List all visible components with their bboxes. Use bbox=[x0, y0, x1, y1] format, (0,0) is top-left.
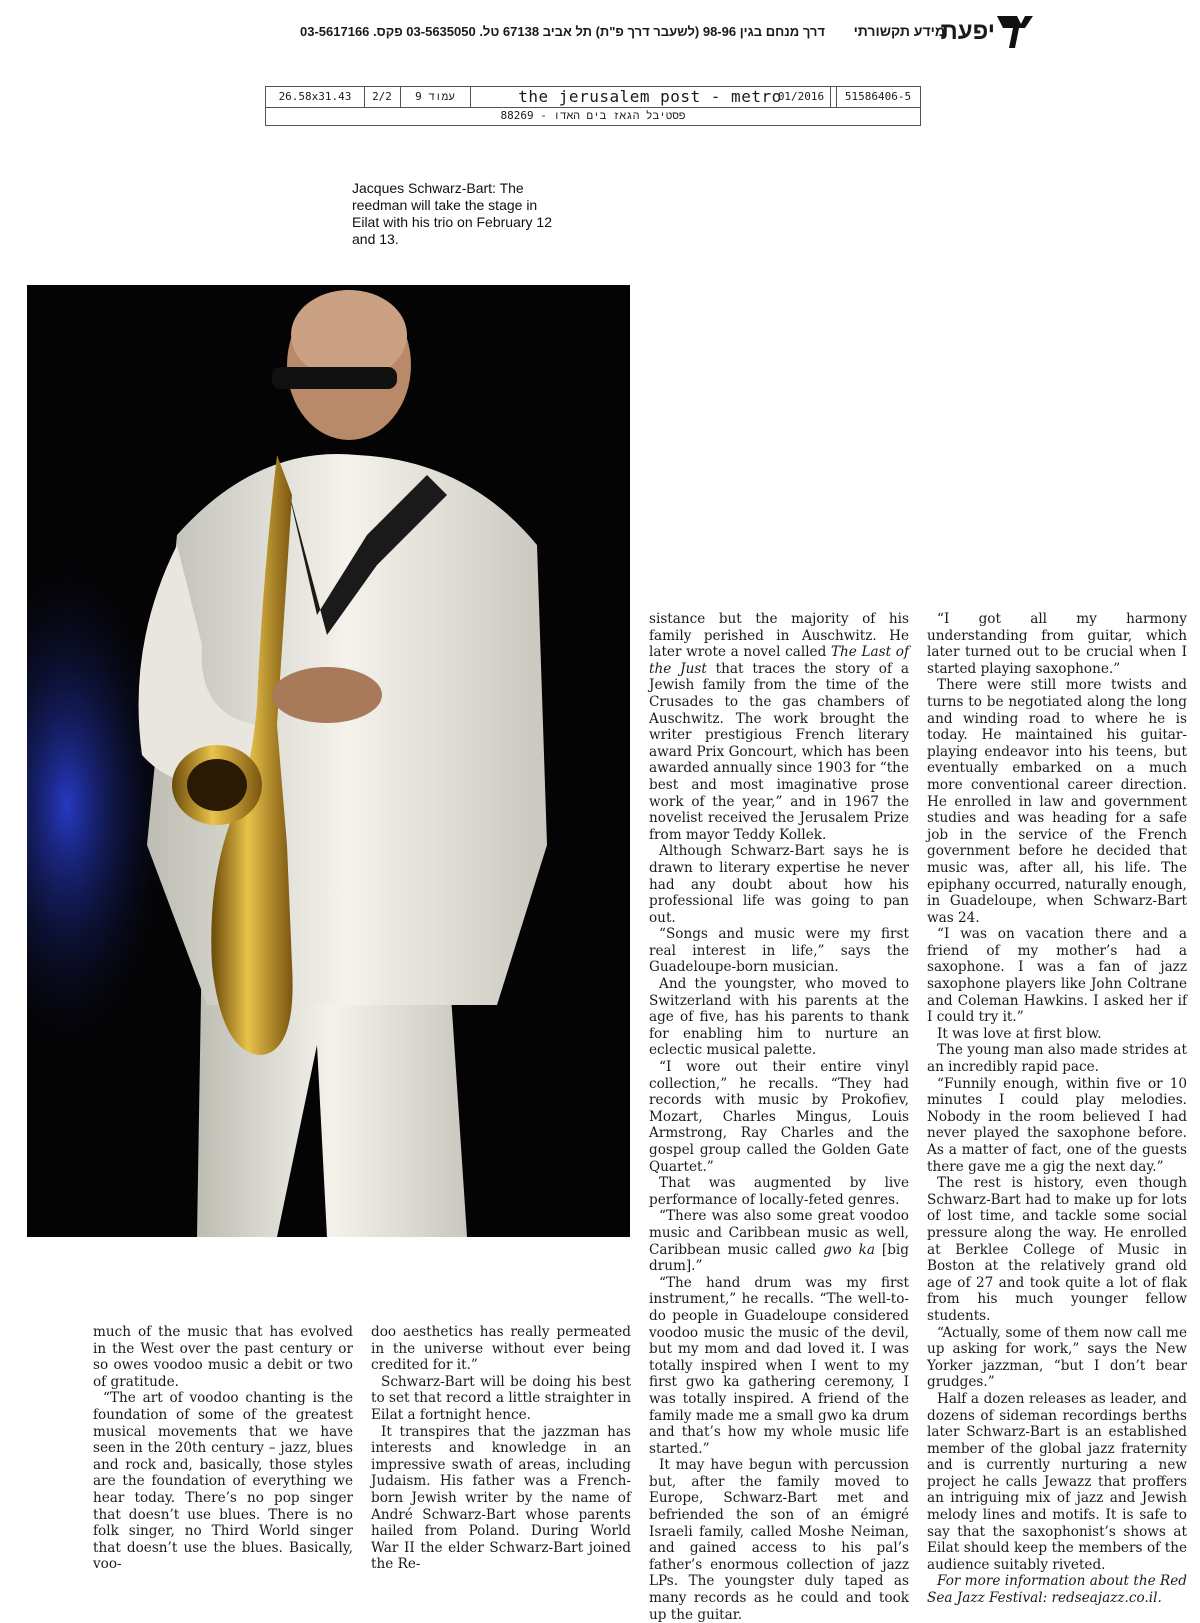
paragraph: “I wore out their entire vinyl collection,” he recalls. “They had records with music by Prokofiev, Mozart, Charles Mingus, Louis Armstrong, Ray Charles and the gospel group called the Golden Gate Quartet.” bbox=[649, 1059, 909, 1175]
book-title: The Last of the Just bbox=[649, 644, 910, 677]
paragraph: The rest is history, even though Schwarz-Bart had to make up for lots of lost time, and tackle some social pressure along the way. He enrolled at Berklee College of Music in Boston at the relatively grand old age of 27 and took quite a lot of flak from his much younger fellow students. bbox=[927, 1175, 1187, 1324]
paragraph: “Funnily enough, within five or 10 minutes I could play melodies. Nobody in the room believed I had never played the saxophone before. As a matter of fact, one of the guests there gave me a gig the next day.” bbox=[927, 1075, 1187, 1175]
clipping-brand: יפעת bbox=[940, 18, 995, 45]
paragraph: “The hand drum was my first instrument,” he recalls. “The well-to-do people in Guadeloupe considered voodoo music the music of the devil, but my mom and dad loved it. I was totally inspired when I went to my first gwo ka gathering ceremony, I was totally inspired. A friend of the family made me a small gwo ka drum and that’s how my whole music life started.” bbox=[649, 1274, 909, 1457]
article-column-3 bbox=[649, 611, 909, 1623]
article-column-2 bbox=[371, 1324, 631, 1573]
clip-part: 2/2 bbox=[364, 87, 401, 107]
paragraph: It was love at first blow. bbox=[937, 1025, 1102, 1042]
clip-page: עמוד 9 bbox=[400, 87, 471, 107]
clipping-logo-icon bbox=[995, 12, 1035, 52]
paragraph bbox=[649, 611, 909, 843]
paragraph: That was augmented by live performance of locally-feted genres. bbox=[649, 1175, 909, 1208]
paragraph bbox=[649, 1208, 909, 1274]
clip-subject: פסטיבל הגאז בים האדו - 88269 bbox=[500, 109, 686, 122]
paragraph: It transpires that the jazzman has interests and knowledge in an impressive swath of areas, including Judaism. His father was a French-born Jewish writer by the name of André Schwarz-Bart whose parents hailed from Poland. During World War II the elder Schwarz-Bart joined the Re- bbox=[371, 1423, 631, 1573]
text-run: sistance but the majority of his family perished in Auschwitz. He later wrote a novel called bbox=[649, 611, 909, 661]
clipping-info-box bbox=[265, 86, 921, 126]
clip-size: 26.58x31.43 bbox=[266, 87, 365, 107]
article-column-4 bbox=[927, 611, 1187, 1607]
paragraph: Although Schwarz-Bart says he is drawn to literary expertise he never had any doubt about how his professional life was going to pan out. bbox=[649, 843, 909, 926]
paragraph: Schwarz-Bart will be doing his best to set that record a little straighter in Eilat a fortnight hence. bbox=[371, 1373, 631, 1423]
clipping-header bbox=[235, 18, 1035, 48]
photo-caption: Jacques Schwarz-Bart: The reedman will take the stage in Eilat with his trio on February 12 and 13. bbox=[352, 180, 552, 247]
musician-photo bbox=[27, 285, 630, 1237]
clip-id: 51586406-5 bbox=[844, 90, 912, 103]
clipping-company: מידע תקשורתי bbox=[853, 23, 945, 39]
clipping-address: דרך מנחם בגין 98-96 (לשעבר דרך פ"ת) תל אביב 67138 טל. 03-5635050 פקס. 03-5617166 bbox=[300, 24, 825, 39]
paragraph: There were still more twists and turns to be negotiated along the long and winding road to where he is today. He maintained his guitar-playing endeavor into his teens, but eventually embarked on a much more conventional career direction. He enrolled in law and government studies and was heading for a safe job in the service of the French government before he decided that music was, after all, his life. The epiphany occurred, naturally enough, in Guadeloupe, when Schwarz-Bart was 24. bbox=[927, 677, 1187, 926]
paragraph: “I got all my harmony understanding from guitar, which later turned out to be crucial when I started playing saxophone.” bbox=[927, 611, 1187, 677]
clip-date: 01/2016 bbox=[766, 87, 837, 107]
paragraph: “I was on vacation there and a friend of my mother’s had a saxophone. I was a fan of jazz saxophone players like John Coltrane and Coleman Hawkins. I asked her if I could try it.” bbox=[927, 926, 1187, 1026]
paragraph: “Songs and music were my first real interest in life,” says the Guadeloupe-born musician. bbox=[649, 926, 909, 976]
paragraph: “Actually, some of them now call me up asking for work,” says the New Yorker jazzman, “but I don’t bear grudges.” bbox=[927, 1324, 1187, 1391]
article-column-1 bbox=[93, 1324, 353, 1573]
paragraph: And the youngster, who moved to Switzerland with his parents at the age of five, has his parents to thank for enabling him to nurture an eclectic musical palette. bbox=[649, 976, 909, 1059]
text-run: [big drum].” bbox=[649, 1241, 909, 1275]
clip-publication: the jerusalem post - metro bbox=[470, 87, 831, 107]
paragraph: much of the music that has evolved in the West over the past century or so owes voodoo music a debit or two of gratitude. bbox=[93, 1324, 353, 1390]
text-run: that traces the story of a Jewish family from the time of the Crusades to the gas chambers of Auschwitz. The work brought the writer prestigious French literary award Prix Goncourt, which has been awarded annually since 1903 for “the best and most imaginative prose work of the year,” and in 1967 the novelist received the Jerusalem Prize from mayor Teddy Kollek. bbox=[649, 660, 909, 843]
paragraph: “The art of voodoo chanting is the foundation of some of the greatest musical movements that we have seen in the 20th century – jazz, blues and rock and, basically, those styles are the foundation of everything we hear today. There’s no pop singer that doesn’t use blues. There is no folk singer, no Third World singer that doesn’t use the blues. Basically, voo- bbox=[93, 1390, 353, 1573]
paragraph: doo aesthetics has really permeated in the universe without ever being credited for it.” bbox=[371, 1324, 631, 1374]
paragraph: The young man also made strides at an incredibly rapid pace. bbox=[927, 1042, 1187, 1076]
music-term: gwo ka bbox=[823, 1241, 875, 1258]
paragraph: Half a dozen releases as leader, and dozens of sideman recordings berths later Schwarz-Bart is an established member of the global jazz fraternity and is currently nurturing a new project he calls Jewazz that proffers an intriguing mix of jazz and Jewish melody lines and motifs. It is safe to say that the saxophonist’s shows at Eilat should keep the members of the audience suitably riveted. bbox=[927, 1390, 1187, 1573]
paragraph: It may have begun with percussion but, after the family moved to Europe, Schwarz-Bart met and befriended the son of an émigré Israeli family, called Moshe Neiman, and gained access to his pal’s father’s enormous collection of jazz LPs. The youngster duly taped as many records as he could and took up the guitar. bbox=[649, 1457, 909, 1623]
text-run: “There was also some great voodoo music and Caribbean music as well, Caribbean music called bbox=[649, 1208, 909, 1258]
footer-note: For more information about the Red Sea Jazz Festival: redseajazz.co.il. bbox=[927, 1573, 1187, 1607]
